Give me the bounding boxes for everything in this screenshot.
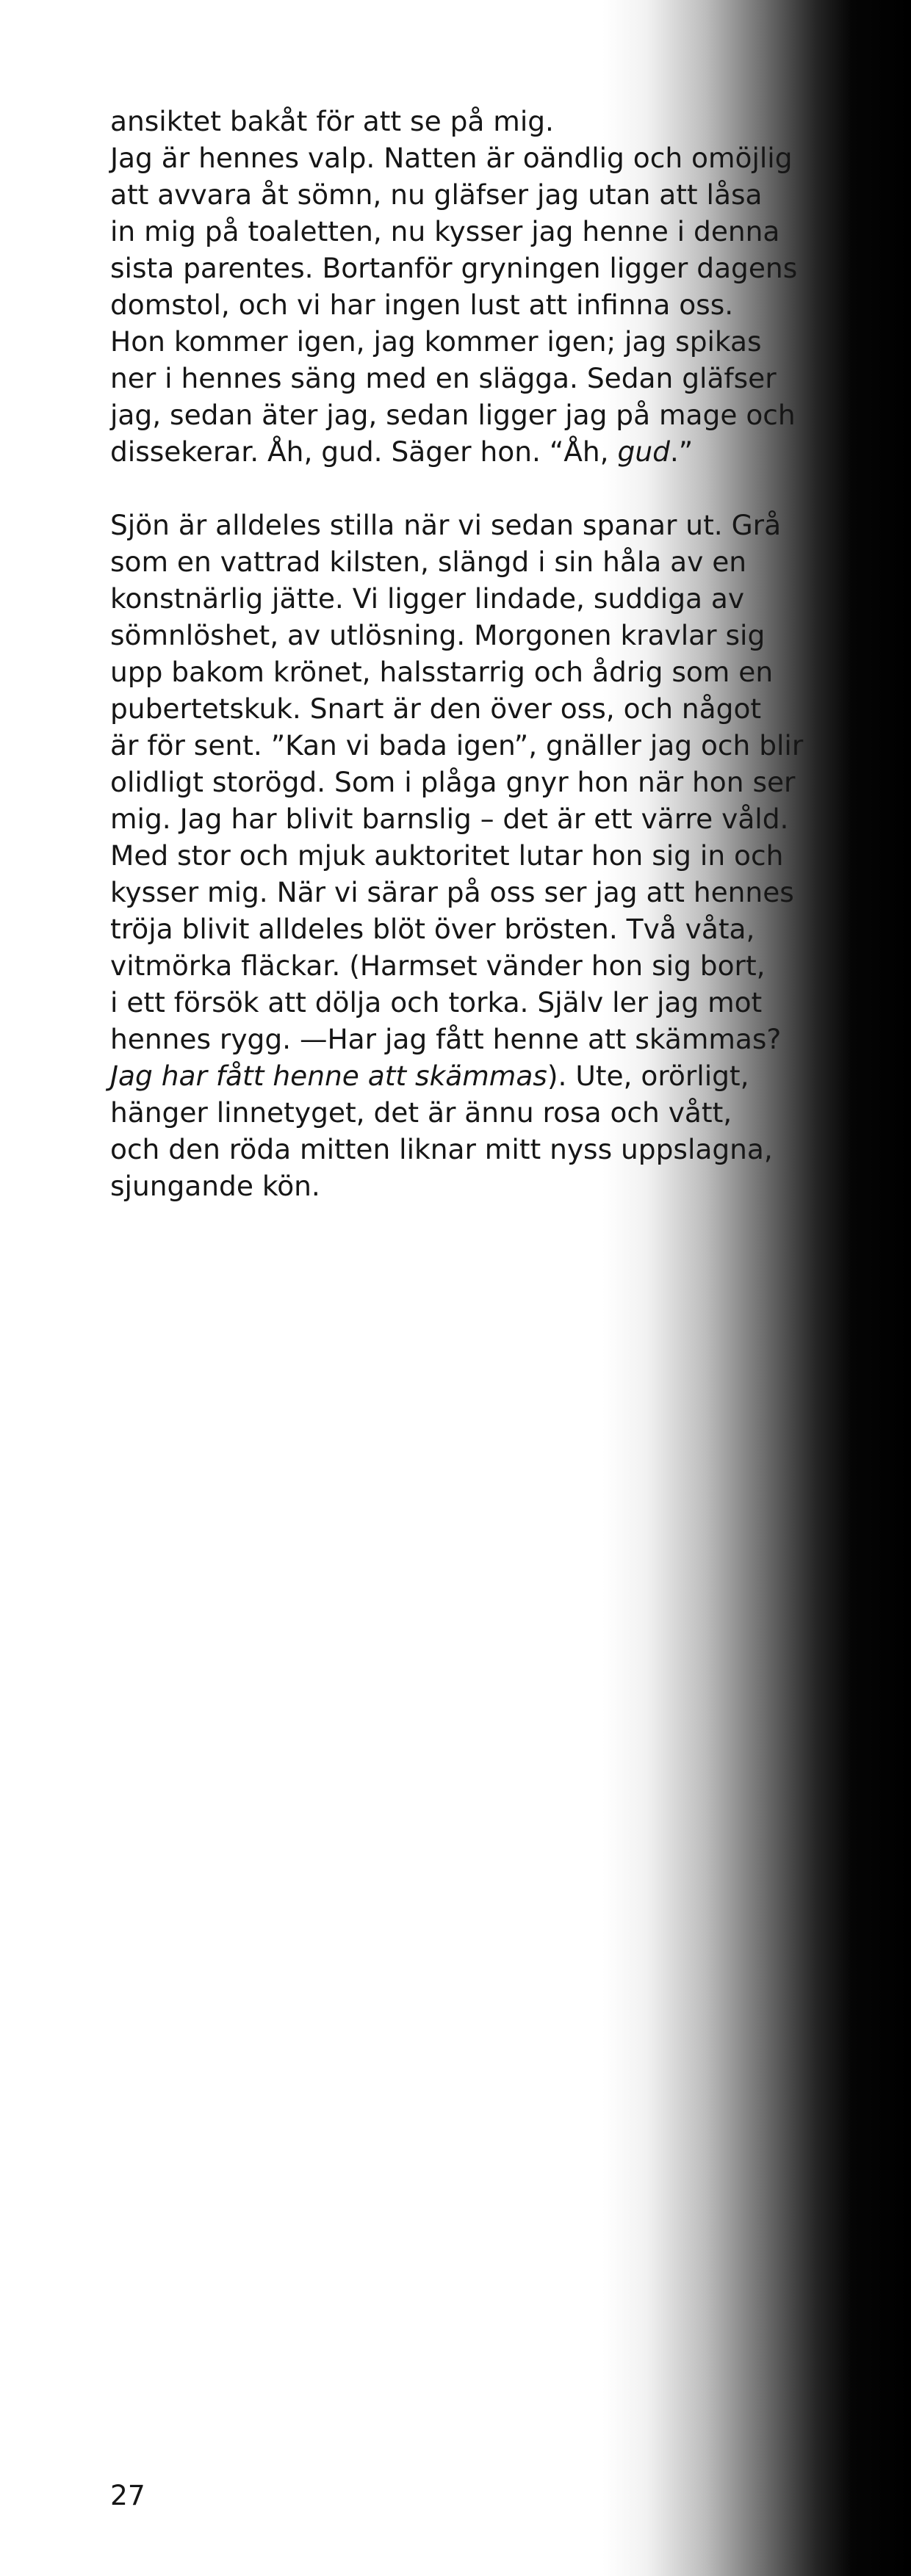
paragraph-2 [110, 507, 845, 1204]
text-segment: ansiktet bakåt för att se på mig. [110, 105, 554, 137]
text-segment: Jag är hennes valp. Natten är oändlig och omöjlig [110, 142, 793, 174]
text-segment: att avvara åt sömn, nu gläfser jag utan att låsa [110, 178, 763, 211]
text-line [110, 580, 845, 617]
text-line [110, 103, 845, 140]
text-line [110, 764, 845, 800]
text-segment: tröja blivit alldeles blöt över brösten. Två våta, [110, 913, 755, 945]
text-segment: i ett försök att dölja och torka. Själv ler jag mot [110, 986, 763, 1019]
page-number: 27 [110, 2479, 145, 2511]
text-segment: ner i hennes säng med en slägga. Sedan gläfser [110, 362, 777, 394]
text-segment: jag, sedan äter jag, sedan ligger jag på mage och [110, 399, 796, 431]
text-segment: kysser mig. När vi särar på oss ser jag att hennes [110, 876, 794, 908]
text-line [110, 507, 845, 543]
text-segment: är för sent. ”Kan vi bada igen”, gnäller jag och blir [110, 729, 804, 761]
text-segment: upp bakom krönet, halsstarrig och ådrig som en [110, 656, 774, 688]
text-segment: vitmörka fläckar. (Harmset vänder hon sig bort, [110, 949, 766, 982]
text-line [110, 874, 845, 911]
text-line [110, 543, 845, 580]
text-segment: som en vattrad kilsten, slängd i sin håla av en [110, 546, 747, 578]
text-line [110, 911, 845, 947]
text-line [110, 837, 845, 874]
text-segment: sista parentes. Bortanför gryningen ligger dagens [110, 252, 798, 284]
text-segment: konstnärlig jätte. Vi ligger lindade, suddiga av [110, 582, 745, 615]
text-line [110, 323, 845, 360]
text-line [110, 140, 845, 176]
text-segment: sjungande kön. [110, 1170, 320, 1202]
text-segment: och den röda mitten liknar mitt nyss uppslagna, [110, 1133, 773, 1165]
text-line [110, 617, 845, 654]
text-line [110, 984, 845, 1021]
text-segment: pubertetskuk. Snart är den över oss, och något [110, 692, 762, 725]
text-segment: Hon kommer igen, jag kommer igen; jag spikas [110, 325, 762, 358]
italic-text: gud [617, 435, 670, 468]
text-segment: hennes rygg. —Har jag fått henne att skämmas? [110, 1023, 782, 1055]
text-line [110, 250, 845, 286]
text-line [110, 213, 845, 250]
text-line [110, 1057, 845, 1094]
text-line [110, 433, 845, 470]
text-segment: ). Ute, orörligt, [547, 1060, 749, 1092]
text-line [110, 397, 845, 433]
text-line [110, 947, 845, 984]
text-segment: hänger linnetyget, det är ännu rosa och vått, [110, 1096, 732, 1129]
text-line [110, 1131, 845, 1168]
text-segment: Med stor och mjuk auktoritet lutar hon sig in och [110, 839, 784, 872]
text-line [110, 690, 845, 727]
text-segment: domstol, och vi har ingen lust att infinna oss. [110, 289, 734, 321]
body-text [110, 103, 845, 1204]
paragraph-1 [110, 103, 845, 470]
paragraph-gap [110, 470, 845, 507]
text-segment: sömnlöshet, av utlösning. Morgonen kravlar sig [110, 619, 766, 651]
text-line [110, 286, 845, 323]
text-line [110, 1168, 845, 1204]
text-segment: mig. Jag har blivit barnslig – det är ett värre våld. [110, 803, 789, 835]
text-line [110, 800, 845, 837]
text-segment: in mig på toaletten, nu kysser jag henne i denna [110, 215, 780, 247]
text-segment: Sjön är alldeles stilla när vi sedan spanar ut. Grå [110, 509, 782, 541]
text-line [110, 727, 845, 764]
text-segment: dissekerar. Åh, gud. Säger hon. “Åh, [110, 435, 618, 468]
text-line [110, 1021, 845, 1057]
text-segment: olidligt storögd. Som i plåga gnyr hon när hon ser [110, 766, 796, 798]
text-line [110, 176, 845, 213]
text-segment: .” [669, 435, 694, 468]
text-line [110, 1094, 845, 1131]
text-line [110, 654, 845, 690]
italic-text: Jag har fått henne att skämmas [110, 1060, 547, 1092]
text-line [110, 360, 845, 397]
